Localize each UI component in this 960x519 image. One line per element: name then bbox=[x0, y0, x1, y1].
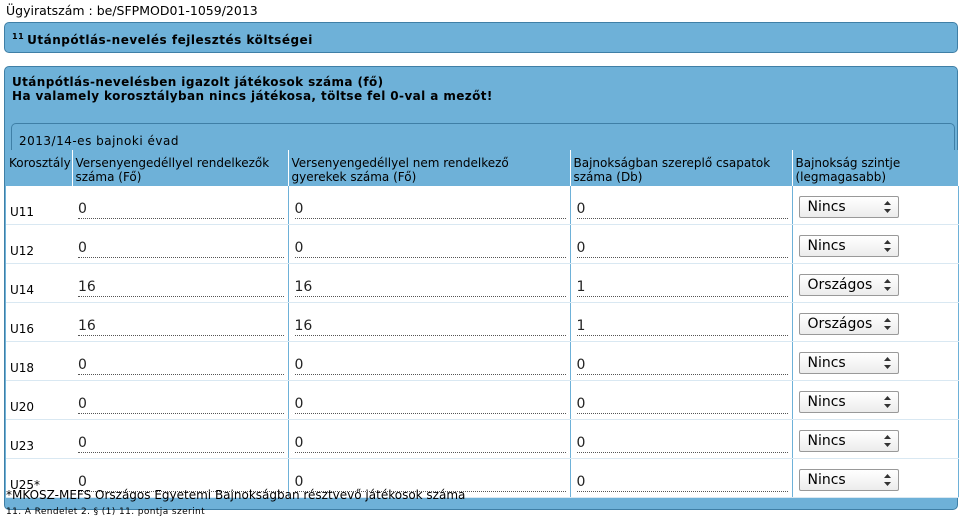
age-group-label: U20 bbox=[6, 381, 72, 420]
team-count-input[interactable]: 1 bbox=[577, 279, 788, 297]
col-unlicensed: Versenyengedéllyel nem rendelkező gyerekek száma (Fő) bbox=[288, 150, 570, 186]
players-table bbox=[6, 150, 959, 498]
col-teams: Bajnokságban szereplő csapatok száma (Db) bbox=[570, 150, 792, 186]
select-arrows-icon bbox=[883, 239, 892, 253]
section-header bbox=[4, 22, 958, 53]
table-header-row bbox=[6, 150, 958, 186]
league-level-value: Nincs bbox=[807, 238, 846, 254]
league-level-select[interactable] bbox=[799, 430, 899, 452]
licensed-count-input[interactable]: 0 bbox=[78, 201, 284, 219]
licensed-count-input[interactable]: 0 bbox=[78, 474, 284, 492]
unlicensed-count-input[interactable]: 16 bbox=[295, 318, 566, 336]
table-row bbox=[6, 342, 958, 381]
unlicensed-count-input[interactable]: 0 bbox=[295, 396, 566, 414]
select-arrows-icon bbox=[883, 317, 892, 331]
league-level-select[interactable] bbox=[799, 391, 899, 413]
info-line-2: Ha valamely korosztályban nincs játékosa, töltse fel 0-val a mezőt! bbox=[12, 89, 493, 103]
unlicensed-count-input[interactable]: 16 bbox=[295, 279, 566, 297]
league-level-select[interactable] bbox=[799, 313, 899, 335]
table-row bbox=[6, 264, 958, 303]
league-level-select[interactable] bbox=[799, 196, 899, 218]
unlicensed-count-input[interactable]: 0 bbox=[295, 201, 566, 219]
table-row bbox=[6, 381, 958, 420]
select-arrows-icon bbox=[883, 356, 892, 370]
col-level: Bajnokság szintje (legmagasabb) bbox=[792, 150, 958, 186]
select-arrows-icon bbox=[883, 395, 892, 409]
legal-reference: 11. A Rendelet 2. § (1) 11. pontja szerint bbox=[6, 507, 206, 517]
team-count-input[interactable]: 0 bbox=[577, 435, 788, 453]
league-level-value: Országos bbox=[807, 316, 873, 332]
select-arrows-icon bbox=[883, 200, 892, 214]
table-row bbox=[6, 186, 958, 225]
league-level-value: Országos bbox=[807, 277, 873, 293]
age-group-label: U23 bbox=[6, 420, 72, 459]
select-arrows-icon bbox=[883, 473, 892, 487]
team-count-input[interactable]: 0 bbox=[577, 201, 788, 219]
team-count-input[interactable]: 0 bbox=[577, 474, 788, 492]
table-row bbox=[6, 225, 958, 264]
unlicensed-count-input[interactable]: 0 bbox=[295, 435, 566, 453]
team-count-input[interactable]: 0 bbox=[577, 357, 788, 375]
licensed-count-input[interactable]: 16 bbox=[78, 318, 284, 336]
unlicensed-count-input[interactable]: 0 bbox=[295, 357, 566, 375]
select-arrows-icon bbox=[883, 434, 892, 448]
league-level-select[interactable] bbox=[799, 469, 899, 491]
info-line-1: Utánpótlás-nevelésben igazolt játékosok száma (fő) bbox=[12, 75, 384, 89]
unlicensed-count-input[interactable]: 0 bbox=[295, 474, 566, 492]
team-count-input[interactable]: 0 bbox=[577, 396, 788, 414]
table-row bbox=[6, 303, 958, 342]
col-age: Korosztály bbox=[6, 150, 72, 186]
licensed-count-input[interactable]: 0 bbox=[78, 357, 284, 375]
league-level-select[interactable] bbox=[799, 235, 899, 257]
age-group-label: U16 bbox=[6, 303, 72, 342]
licensed-count-input[interactable]: 0 bbox=[78, 240, 284, 258]
league-level-value: Nincs bbox=[807, 199, 846, 215]
col-licensed: Versenyengedéllyel rendelkezők száma (Fő) bbox=[72, 150, 288, 186]
league-level-value: Nincs bbox=[807, 472, 846, 488]
licensed-count-input[interactable]: 16 bbox=[78, 279, 284, 297]
licensed-count-input[interactable]: 0 bbox=[78, 435, 284, 453]
age-group-label: U18 bbox=[6, 342, 72, 381]
licensed-count-input[interactable]: 0 bbox=[78, 396, 284, 414]
table-row bbox=[6, 420, 958, 459]
section-number: 11 bbox=[12, 32, 25, 41]
league-level-value: Nincs bbox=[807, 433, 846, 449]
age-group-label: U14 bbox=[6, 264, 72, 303]
league-level-value: Nincs bbox=[807, 394, 846, 410]
league-level-select[interactable] bbox=[799, 352, 899, 374]
footnote: *MKOSZ-MEFS Országos Egyetemi Bajnokságban résztvevő játékosok száma bbox=[6, 488, 466, 502]
age-group-label: U11 bbox=[6, 186, 72, 225]
season-title: 2013/14-es bajnoki évad bbox=[19, 134, 179, 148]
file-number: Ügyiratszám : be/SFPMOD01-1059/2013 bbox=[6, 3, 258, 18]
league-level-value: Nincs bbox=[807, 355, 846, 371]
team-count-input[interactable]: 0 bbox=[577, 240, 788, 258]
league-level-select[interactable] bbox=[799, 274, 899, 296]
age-group-label: U12 bbox=[6, 225, 72, 264]
unlicensed-count-input[interactable]: 0 bbox=[295, 240, 566, 258]
team-count-input[interactable]: 1 bbox=[577, 318, 788, 336]
section-title: $^{11}$ Utánpótlás-nevelés fejlesztés költségei bbox=[12, 32, 313, 47]
select-arrows-icon bbox=[883, 278, 892, 292]
age-group-label: U25* bbox=[6, 459, 72, 498]
